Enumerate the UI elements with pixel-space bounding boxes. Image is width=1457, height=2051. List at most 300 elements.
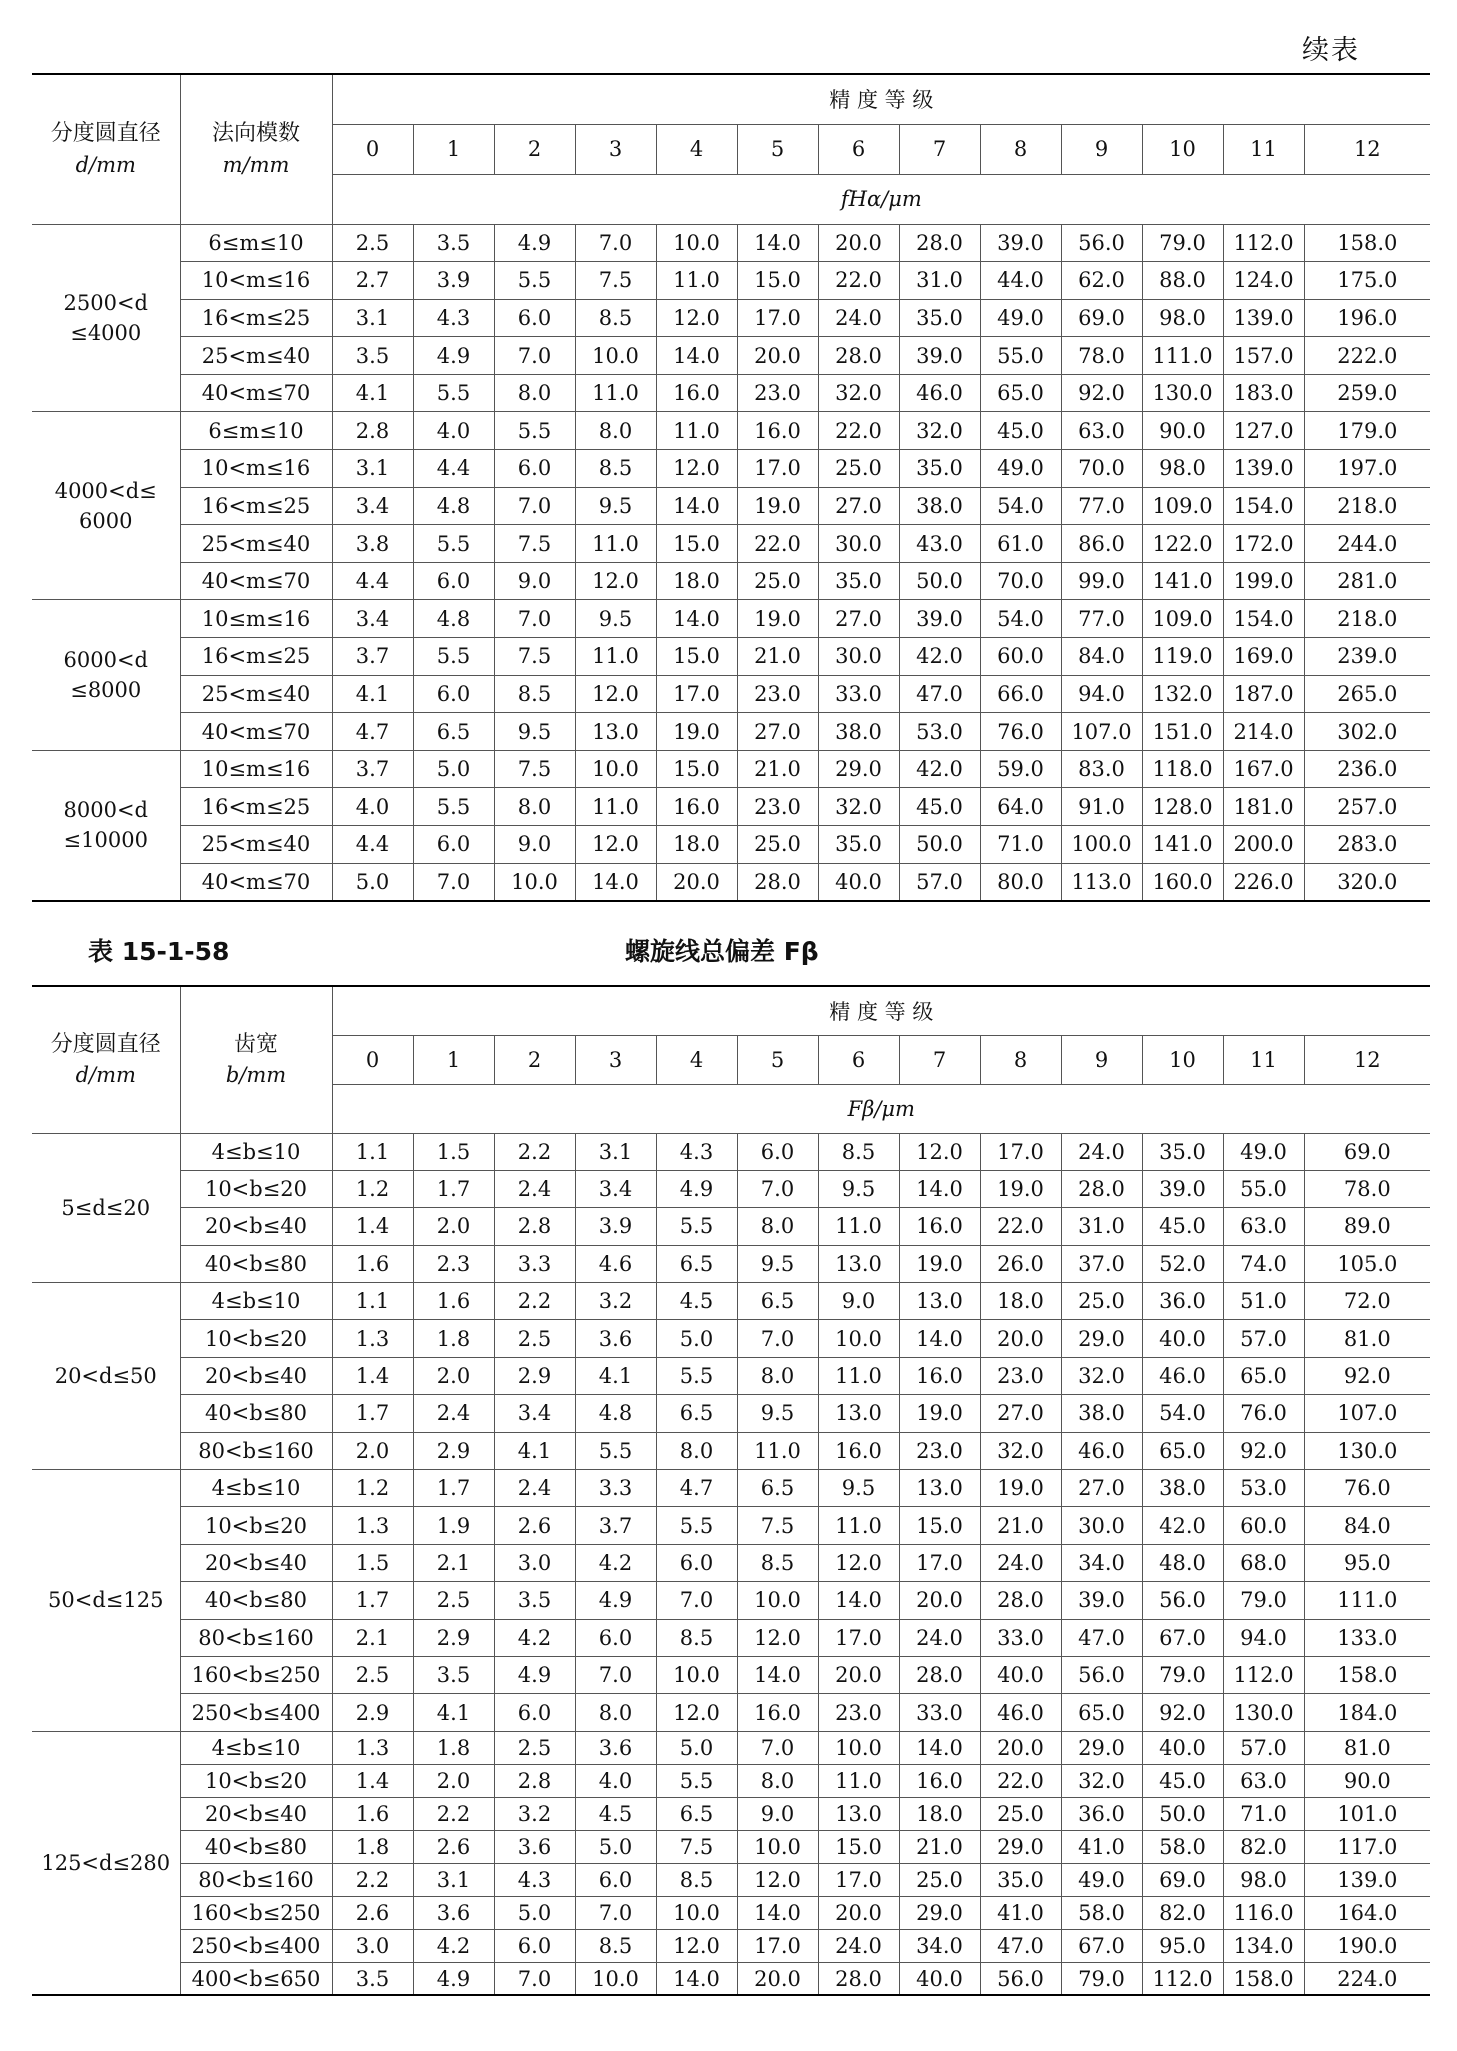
value-cell: 91.0 bbox=[1061, 788, 1142, 826]
grade-col-header: 10 bbox=[1142, 1035, 1223, 1084]
value-cell: 47.0 bbox=[980, 1929, 1061, 1962]
value-cell: 11.0 bbox=[575, 374, 656, 412]
value-cell: 37.0 bbox=[1061, 1245, 1142, 1282]
value-cell: 21.0 bbox=[737, 750, 818, 788]
table-row bbox=[32, 1170, 1430, 1207]
value-cell: 3.5 bbox=[332, 1962, 413, 1995]
value-cell: 10.0 bbox=[656, 1896, 737, 1929]
value-cell: 18.0 bbox=[980, 1283, 1061, 1320]
value-cell: 111.0 bbox=[1304, 1582, 1430, 1619]
sub-range-cell: 20<b≤40 bbox=[180, 1797, 332, 1830]
grade-col-header: 5 bbox=[737, 124, 818, 174]
value-cell: 50.0 bbox=[899, 562, 980, 600]
table-row bbox=[32, 1764, 1430, 1797]
value-cell: 10.0 bbox=[575, 1962, 656, 1995]
value-cell: 1.7 bbox=[413, 1170, 494, 1207]
diameter-range-cell bbox=[32, 224, 180, 412]
value-cell: 184.0 bbox=[1304, 1694, 1430, 1731]
value-cell: 2.4 bbox=[413, 1395, 494, 1432]
diameter-range-cell: 5≤d≤20 bbox=[32, 1133, 180, 1283]
diameter-range-cell bbox=[32, 750, 180, 900]
value-cell: 53.0 bbox=[899, 713, 980, 751]
table-row bbox=[32, 1656, 1430, 1693]
value-cell: 30.0 bbox=[1061, 1507, 1142, 1544]
table-fbeta-deviation bbox=[32, 985, 1430, 1996]
value-cell: 63.0 bbox=[1061, 412, 1142, 450]
value-cell: 7.0 bbox=[737, 1170, 818, 1207]
value-cell: 2.8 bbox=[494, 1764, 575, 1797]
grade-col-header: 8 bbox=[980, 124, 1061, 174]
value-cell: 5.0 bbox=[656, 1731, 737, 1764]
value-cell: 98.0 bbox=[1142, 450, 1223, 488]
value-cell: 10.0 bbox=[818, 1731, 899, 1764]
value-cell: 50.0 bbox=[1142, 1797, 1223, 1830]
table-row bbox=[32, 224, 1430, 262]
value-cell: 154.0 bbox=[1223, 487, 1304, 525]
value-cell: 117.0 bbox=[1304, 1830, 1430, 1863]
value-cell: 56.0 bbox=[1061, 224, 1142, 262]
value-cell: 60.0 bbox=[1223, 1507, 1304, 1544]
value-cell: 5.5 bbox=[656, 1507, 737, 1544]
value-cell: 6.0 bbox=[494, 1694, 575, 1731]
value-cell: 20.0 bbox=[818, 1656, 899, 1693]
value-cell: 12.0 bbox=[575, 562, 656, 600]
value-cell: 14.0 bbox=[656, 337, 737, 375]
value-cell: 4.2 bbox=[575, 1544, 656, 1581]
value-cell: 139.0 bbox=[1223, 450, 1304, 488]
value-cell: 1.7 bbox=[332, 1395, 413, 1432]
value-cell: 14.0 bbox=[656, 600, 737, 638]
value-cell: 214.0 bbox=[1223, 713, 1304, 751]
value-cell: 51.0 bbox=[1223, 1283, 1304, 1320]
value-cell: 1.2 bbox=[332, 1170, 413, 1207]
header-diameter-label: 分度圆直径 bbox=[50, 1031, 161, 1057]
value-cell: 6.0 bbox=[656, 1544, 737, 1581]
diameter-range-cell: 125<d≤280 bbox=[32, 1731, 180, 1995]
value-cell: 17.0 bbox=[656, 675, 737, 713]
value-cell: 23.0 bbox=[980, 1357, 1061, 1394]
grade-col-header: 10 bbox=[1142, 124, 1223, 174]
value-cell: 6.0 bbox=[494, 299, 575, 337]
grade-col-header: 11 bbox=[1223, 124, 1304, 174]
value-cell: 49.0 bbox=[1223, 1133, 1304, 1170]
value-cell: 283.0 bbox=[1304, 826, 1430, 864]
value-cell: 95.0 bbox=[1304, 1544, 1430, 1581]
value-cell: 4.9 bbox=[413, 1962, 494, 1995]
sub-range-cell: 250<b≤400 bbox=[180, 1929, 332, 1962]
value-cell: 59.0 bbox=[980, 750, 1061, 788]
value-cell: 7.0 bbox=[575, 1656, 656, 1693]
value-cell: 113.0 bbox=[1061, 863, 1142, 901]
table-row bbox=[32, 826, 1430, 864]
value-cell: 20.0 bbox=[656, 863, 737, 901]
value-cell: 3.5 bbox=[413, 224, 494, 262]
value-cell: 72.0 bbox=[1304, 1283, 1430, 1320]
value-cell: 1.6 bbox=[332, 1245, 413, 1282]
table-number: 表 15-1-58 bbox=[88, 937, 230, 966]
grade-col-header: 6 bbox=[818, 124, 899, 174]
value-cell: 39.0 bbox=[899, 337, 980, 375]
value-cell: 63.0 bbox=[1223, 1764, 1304, 1797]
value-cell: 25.0 bbox=[737, 826, 818, 864]
value-cell: 5.0 bbox=[575, 1830, 656, 1863]
value-cell: 6.0 bbox=[413, 675, 494, 713]
value-cell: 25.0 bbox=[818, 450, 899, 488]
value-cell: 127.0 bbox=[1223, 412, 1304, 450]
value-cell: 15.0 bbox=[656, 750, 737, 788]
sub-range-cell: 25<m≤40 bbox=[180, 525, 332, 563]
value-cell: 3.7 bbox=[332, 750, 413, 788]
value-cell: 105.0 bbox=[1304, 1245, 1430, 1282]
value-cell: 16.0 bbox=[737, 412, 818, 450]
value-cell: 47.0 bbox=[1061, 1619, 1142, 1656]
value-cell: 7.5 bbox=[656, 1830, 737, 1863]
grade-col-header: 12 bbox=[1304, 1035, 1430, 1084]
value-cell: 139.0 bbox=[1304, 1863, 1430, 1896]
value-cell: 27.0 bbox=[818, 600, 899, 638]
value-cell: 83.0 bbox=[1061, 750, 1142, 788]
value-cell: 10.0 bbox=[494, 863, 575, 901]
grade-col-header: 4 bbox=[656, 124, 737, 174]
value-cell: 7.0 bbox=[575, 224, 656, 262]
value-cell: 1.4 bbox=[332, 1764, 413, 1797]
value-cell: 67.0 bbox=[1142, 1619, 1223, 1656]
value-cell: 10.0 bbox=[575, 750, 656, 788]
table-row bbox=[32, 1544, 1430, 1581]
value-cell: 16.0 bbox=[737, 1694, 818, 1731]
value-cell: 9.0 bbox=[494, 826, 575, 864]
value-cell: 190.0 bbox=[1304, 1929, 1430, 1962]
value-cell: 12.0 bbox=[899, 1133, 980, 1170]
header-diameter-label: 分度圆直径 bbox=[50, 121, 161, 147]
header-module-label: 法向模数 bbox=[211, 121, 300, 147]
value-cell: 7.0 bbox=[413, 863, 494, 901]
sub-range-cell: 4≤b≤10 bbox=[180, 1133, 332, 1170]
value-cell: 7.0 bbox=[494, 487, 575, 525]
table-row bbox=[32, 1432, 1430, 1469]
value-cell: 3.8 bbox=[332, 525, 413, 563]
value-cell: 55.0 bbox=[1223, 1170, 1304, 1207]
value-cell: 50.0 bbox=[899, 826, 980, 864]
value-cell: 41.0 bbox=[980, 1896, 1061, 1929]
value-cell: 2.4 bbox=[494, 1170, 575, 1207]
value-cell: 12.0 bbox=[737, 1863, 818, 1896]
table-row bbox=[32, 1619, 1430, 1656]
value-cell: 3.6 bbox=[575, 1731, 656, 1764]
grade-col-header: 11 bbox=[1223, 1035, 1304, 1084]
value-cell: 12.0 bbox=[737, 1619, 818, 1656]
value-cell: 3.6 bbox=[494, 1830, 575, 1863]
sub-range-cell: 10≤m≤16 bbox=[180, 600, 332, 638]
value-cell: 257.0 bbox=[1304, 788, 1430, 826]
sub-range-cell: 10<b≤20 bbox=[180, 1764, 332, 1797]
value-cell: 22.0 bbox=[818, 412, 899, 450]
value-cell: 2.2 bbox=[494, 1133, 575, 1170]
value-cell: 107.0 bbox=[1061, 713, 1142, 751]
value-cell: 4.1 bbox=[413, 1694, 494, 1731]
value-cell: 6.0 bbox=[494, 1929, 575, 1962]
value-cell: 3.9 bbox=[413, 262, 494, 300]
sub-range-cell: 40<b≤80 bbox=[180, 1245, 332, 1282]
value-cell: 11.0 bbox=[818, 1764, 899, 1797]
value-cell: 9.5 bbox=[737, 1395, 818, 1432]
value-cell: 77.0 bbox=[1061, 487, 1142, 525]
value-cell: 1.7 bbox=[413, 1470, 494, 1507]
sub-range-cell: 25<m≤40 bbox=[180, 826, 332, 864]
value-cell: 74.0 bbox=[1223, 1245, 1304, 1282]
value-cell: 158.0 bbox=[1304, 224, 1430, 262]
value-cell: 259.0 bbox=[1304, 374, 1430, 412]
value-cell: 14.0 bbox=[575, 863, 656, 901]
value-cell: 1.3 bbox=[332, 1320, 413, 1357]
value-cell: 19.0 bbox=[737, 487, 818, 525]
value-cell: 46.0 bbox=[899, 374, 980, 412]
value-cell: 56.0 bbox=[1142, 1582, 1223, 1619]
value-cell: 94.0 bbox=[1061, 675, 1142, 713]
grade-col-header: 2 bbox=[494, 1035, 575, 1084]
value-cell: 15.0 bbox=[656, 525, 737, 563]
value-cell: 19.0 bbox=[899, 1395, 980, 1432]
value-cell: 5.5 bbox=[494, 412, 575, 450]
value-cell: 8.5 bbox=[656, 1863, 737, 1896]
value-cell: 69.0 bbox=[1061, 299, 1142, 337]
value-cell: 6.5 bbox=[656, 1395, 737, 1432]
value-cell: 141.0 bbox=[1142, 562, 1223, 600]
value-cell: 3.5 bbox=[413, 1656, 494, 1693]
value-cell: 222.0 bbox=[1304, 337, 1430, 375]
value-cell: 179.0 bbox=[1304, 412, 1430, 450]
grade-col-header: 6 bbox=[818, 1035, 899, 1084]
value-cell: 35.0 bbox=[980, 1863, 1061, 1896]
value-cell: 76.0 bbox=[1304, 1470, 1430, 1507]
value-cell: 21.0 bbox=[737, 638, 818, 676]
value-cell: 8.0 bbox=[494, 374, 575, 412]
value-cell: 9.5 bbox=[818, 1470, 899, 1507]
value-cell: 10.0 bbox=[575, 337, 656, 375]
value-cell: 36.0 bbox=[1142, 1283, 1223, 1320]
value-cell: 24.0 bbox=[818, 1929, 899, 1962]
value-cell: 302.0 bbox=[1304, 713, 1430, 751]
value-cell: 41.0 bbox=[1061, 1830, 1142, 1863]
sub-range-cell: 40<b≤80 bbox=[180, 1582, 332, 1619]
value-cell: 226.0 bbox=[1223, 863, 1304, 901]
value-cell: 124.0 bbox=[1223, 262, 1304, 300]
value-cell: 8.0 bbox=[575, 1694, 656, 1731]
value-cell: 16.0 bbox=[899, 1208, 980, 1245]
value-cell: 8.0 bbox=[737, 1208, 818, 1245]
value-cell: 4.1 bbox=[332, 374, 413, 412]
value-cell: 19.0 bbox=[737, 600, 818, 638]
value-cell: 18.0 bbox=[656, 826, 737, 864]
value-cell: 28.0 bbox=[980, 1582, 1061, 1619]
value-cell: 20.0 bbox=[737, 1962, 818, 1995]
value-cell: 10.0 bbox=[656, 1656, 737, 1693]
value-cell: 17.0 bbox=[737, 299, 818, 337]
value-cell: 197.0 bbox=[1304, 450, 1430, 488]
value-cell: 14.0 bbox=[737, 1656, 818, 1693]
value-cell: 36.0 bbox=[1061, 1797, 1142, 1830]
value-cell: 7.5 bbox=[494, 750, 575, 788]
value-cell: 19.0 bbox=[980, 1470, 1061, 1507]
value-cell: 27.0 bbox=[1061, 1470, 1142, 1507]
value-cell: 32.0 bbox=[818, 374, 899, 412]
value-cell: 199.0 bbox=[1223, 562, 1304, 600]
value-cell: 53.0 bbox=[1223, 1470, 1304, 1507]
table-row bbox=[32, 487, 1430, 525]
value-cell: 92.0 bbox=[1142, 1694, 1223, 1731]
value-cell: 2.5 bbox=[494, 1320, 575, 1357]
value-cell: 65.0 bbox=[1223, 1357, 1304, 1394]
table-row bbox=[32, 299, 1430, 337]
value-cell: 49.0 bbox=[980, 450, 1061, 488]
value-cell: 118.0 bbox=[1142, 750, 1223, 788]
value-cell: 9.5 bbox=[575, 487, 656, 525]
table-row bbox=[32, 1962, 1430, 1995]
grade-col-header: 7 bbox=[899, 1035, 980, 1084]
value-cell: 6.0 bbox=[494, 450, 575, 488]
value-cell: 76.0 bbox=[980, 713, 1061, 751]
table-row bbox=[32, 1582, 1430, 1619]
value-cell: 78.0 bbox=[1304, 1170, 1430, 1207]
value-cell: 14.0 bbox=[899, 1320, 980, 1357]
grade-col-header: 9 bbox=[1061, 124, 1142, 174]
value-cell: 5.5 bbox=[413, 525, 494, 563]
value-cell: 6.5 bbox=[413, 713, 494, 751]
value-cell: 5.0 bbox=[332, 863, 413, 901]
value-cell: 19.0 bbox=[656, 713, 737, 751]
value-cell: 122.0 bbox=[1142, 525, 1223, 563]
value-cell: 12.0 bbox=[575, 826, 656, 864]
value-cell: 20.0 bbox=[899, 1582, 980, 1619]
value-cell: 25.0 bbox=[737, 562, 818, 600]
value-cell: 99.0 bbox=[1061, 562, 1142, 600]
sub-range-cell: 16<m≤25 bbox=[180, 299, 332, 337]
value-cell: 48.0 bbox=[1142, 1544, 1223, 1581]
value-cell: 134.0 bbox=[1223, 1929, 1304, 1962]
value-cell: 30.0 bbox=[818, 638, 899, 676]
value-cell: 28.0 bbox=[899, 1656, 980, 1693]
table-row bbox=[32, 1320, 1430, 1357]
value-cell: 31.0 bbox=[1061, 1208, 1142, 1245]
value-cell: 23.0 bbox=[818, 1694, 899, 1731]
value-cell: 4.6 bbox=[575, 1245, 656, 1282]
value-cell: 11.0 bbox=[818, 1507, 899, 1544]
value-cell: 3.5 bbox=[494, 1582, 575, 1619]
value-cell: 20.0 bbox=[737, 337, 818, 375]
value-cell: 28.0 bbox=[737, 863, 818, 901]
value-cell: 82.0 bbox=[1223, 1830, 1304, 1863]
value-cell: 11.0 bbox=[737, 1432, 818, 1469]
value-cell: 4.1 bbox=[575, 1357, 656, 1394]
value-cell: 23.0 bbox=[737, 675, 818, 713]
value-cell: 57.0 bbox=[899, 863, 980, 901]
sub-range-cell: 80<b≤160 bbox=[180, 1432, 332, 1469]
continued-label: 续表 bbox=[1302, 35, 1360, 66]
value-cell: 66.0 bbox=[980, 675, 1061, 713]
value-cell: 44.0 bbox=[980, 262, 1061, 300]
value-cell: 12.0 bbox=[656, 1929, 737, 1962]
value-cell: 3.6 bbox=[413, 1896, 494, 1929]
diameter-range-cell bbox=[32, 412, 180, 600]
value-cell: 23.0 bbox=[737, 374, 818, 412]
table-title: 螺旋线总偏差 Fβ bbox=[625, 937, 819, 966]
value-cell: 92.0 bbox=[1061, 374, 1142, 412]
value-cell: 92.0 bbox=[1304, 1357, 1430, 1394]
value-cell: 224.0 bbox=[1304, 1962, 1430, 1995]
value-cell: 17.0 bbox=[818, 1619, 899, 1656]
sub-range-cell: 40<m≤70 bbox=[180, 713, 332, 751]
value-cell: 8.5 bbox=[575, 1929, 656, 1962]
value-cell: 29.0 bbox=[1061, 1731, 1142, 1764]
table-row bbox=[32, 1133, 1430, 1170]
value-cell: 7.0 bbox=[494, 337, 575, 375]
value-cell: 15.0 bbox=[656, 638, 737, 676]
value-cell: 3.6 bbox=[575, 1320, 656, 1357]
value-cell: 239.0 bbox=[1304, 638, 1430, 676]
table-row bbox=[32, 1694, 1430, 1731]
value-cell: 151.0 bbox=[1142, 713, 1223, 751]
value-cell: 2.6 bbox=[332, 1896, 413, 1929]
value-cell: 1.4 bbox=[332, 1208, 413, 1245]
value-cell: 4.4 bbox=[413, 450, 494, 488]
value-cell: 4.9 bbox=[413, 337, 494, 375]
table-row bbox=[32, 262, 1430, 300]
value-cell: 28.0 bbox=[818, 1962, 899, 1995]
table-row bbox=[32, 412, 1430, 450]
value-cell: 24.0 bbox=[980, 1544, 1061, 1581]
value-cell: 2.3 bbox=[413, 1245, 494, 1282]
header-unit: Fβ/μm bbox=[332, 1084, 1430, 1133]
value-cell: 98.0 bbox=[1142, 299, 1223, 337]
value-cell: 4.4 bbox=[332, 562, 413, 600]
value-cell: 21.0 bbox=[899, 1830, 980, 1863]
value-cell: 12.0 bbox=[656, 450, 737, 488]
value-cell: 2.0 bbox=[413, 1208, 494, 1245]
sub-range-cell: 10<m≤16 bbox=[180, 262, 332, 300]
value-cell: 95.0 bbox=[1142, 1929, 1223, 1962]
value-cell: 1.5 bbox=[413, 1133, 494, 1170]
diameter-range-line1: 6000<d bbox=[63, 647, 148, 672]
value-cell: 79.0 bbox=[1142, 224, 1223, 262]
value-cell: 90.0 bbox=[1304, 1764, 1430, 1797]
value-cell: 7.5 bbox=[494, 525, 575, 563]
header-precision-grade: 精 度 等 级 bbox=[332, 74, 1430, 124]
table-row bbox=[32, 788, 1430, 826]
value-cell: 21.0 bbox=[980, 1507, 1061, 1544]
table-row bbox=[32, 1896, 1430, 1929]
value-cell: 16.0 bbox=[899, 1357, 980, 1394]
table-row bbox=[32, 1929, 1430, 1962]
value-cell: 45.0 bbox=[1142, 1764, 1223, 1797]
value-cell: 39.0 bbox=[1142, 1170, 1223, 1207]
value-cell: 35.0 bbox=[899, 299, 980, 337]
value-cell: 54.0 bbox=[980, 487, 1061, 525]
sub-range-cell: 20<b≤40 bbox=[180, 1544, 332, 1581]
value-cell: 16.0 bbox=[899, 1764, 980, 1797]
value-cell: 58.0 bbox=[1142, 1830, 1223, 1863]
value-cell: 11.0 bbox=[656, 262, 737, 300]
value-cell: 196.0 bbox=[1304, 299, 1430, 337]
value-cell: 1.8 bbox=[332, 1830, 413, 1863]
value-cell: 3.4 bbox=[575, 1170, 656, 1207]
grade-col-header: 0 bbox=[332, 124, 413, 174]
value-cell: 236.0 bbox=[1304, 750, 1430, 788]
value-cell: 19.0 bbox=[980, 1170, 1061, 1207]
value-cell: 56.0 bbox=[1061, 1656, 1142, 1693]
value-cell: 7.5 bbox=[494, 638, 575, 676]
table-row bbox=[32, 1507, 1430, 1544]
value-cell: 45.0 bbox=[980, 412, 1061, 450]
